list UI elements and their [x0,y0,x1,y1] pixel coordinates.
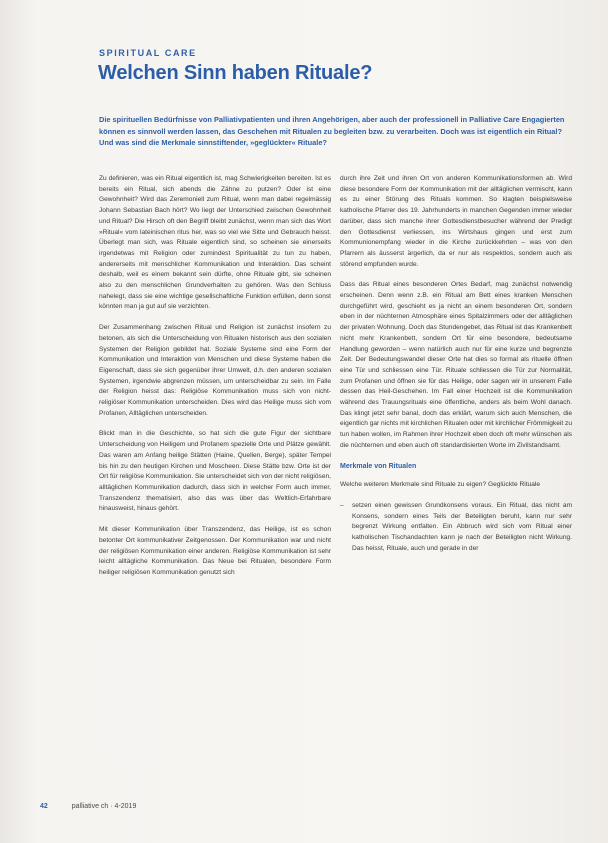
body-paragraph: Der Zusammenhang zwischen Ritual und Religion ist zunächst insofern zu betonen, als sich die Unterscheidung von Ritualen historisch aus den sozialen Systemen der Religion gebildet hat. Soziale Systeme sind eine Form der Kommunikation und Interaktion von Menschen und diese Systeme haben die Eigenschaft, dass sie sich gegenüber ihrer Umwelt, d.h. den anderen sozialen Systemen, irgendwie abgrenzen müssen, um unterscheidbar zu sein. Im Falle der Religion heisst das: Religiöse Kommunikation muss sich von nicht-religiöser Kommunikation unterscheiden. Dies wird das Heilige muss sich vom Profanen, Alltäglichen unterscheiden. [99,324,331,417]
body-paragraph: Blickt man in die Geschichte, so hat sich die gute Figur der sichtbare Unterscheidung von Heiligem und Profanem spezielle Orte und Plätze gewählt. Das waren am Anfang heilige Stätten (Haine, Quellen, Berge), später Tempel bis hin zu den heutigen Kirchen und Moscheen. Diese Stätte bzw. Orte ist der Ort für religiöse Kommunikation. Sie unterscheidet sich von der nicht religiösen, alltäglichen Kommunikation dadurch, dass sich in welcher Form auch immer, Transzendenz thematisiert, also das was über das Weltlich-Erfahrbare hinausweist, hinaus gehört. [99,430,331,513]
body-paragraph: durch ihre Zeit und ihren Ort von anderen Kommunikationsformen ab. Wird diese besondere Form der Kommunikation mit der alltäglichen vermischt, kann es zu einer Störung des Rituals kommen. So klagten beispielsweise katholische Pfarrer des 19. Jahrhunderts in manchen Gegenden immer wieder darüber, dass sich manche ihrer Gottesdienstbesucher während der Predigt den Gottesdienst verliessen, ins Wirtshaus gingen und erst zum Kommunionempfang wieder in die Kirche zurückkehrten – was von den Pfarrern als äusserst ärgerlich, da er nur als respektlos, sondern auch als störend empfunden wurde. [340,175,572,268]
section-intro: Welche weiteren Merkmale sind Rituale zu eigen? Geglückte Rituale [340,481,540,489]
section-heading: Merkmale von Ritualen [340,462,417,470]
section-kicker: SPIRITUAL CARE [99,48,197,58]
body-paragraph: Zu definieren, was ein Ritual eigentlich ist, mag Schwierigkeiten bereiten. Ist es bereits ein Ritual, sich abends die Zähne zu putzen? Oder ist eine Gewohnheit? Wird das Zeremoniell zum Ritual, wenn man dabei regelmässig Johann Sebastian Bach hört? Wo liegt der Unterschied zwischen Gewohnheit und Ritual? Die Hirsch oft den Begriff bleibt zunächst, wenn man sich das Wort »Ritual« vom lateinischen ritus her, was so viel wie Sitte und Gebrauch heisst. Überlegt man sich, was Rituale eigentlich sind, so scheinen sie einerseits irgendetwas mit Religion oder zumindest Spiritualität zu tun zu haben, andererseits mit menschlicher Kommunikation und Interaktion. Das scheint deshalb, weil es einem bekannt sein dürfte, ohne Rituale gibt, sie scheinen also zu den menschlichen Grundverhalten zu gehören. Was den Schluss nahelegt, dass sie eine wichtige gesellschaftliche Funktion erfüllen, denn sonst könnten man ja gut auf sie verzichten. [99,175,331,311]
list-item: – setzen einen gewissen Grundkonsens voraus. Ein Ritual, das nicht am Konsens, sondern eines Teils der Beteiligten beruht, kann nur sehr begrenzt Wirkung entfalten. Ein Abbruch wird sich vom Ritual einer katholischen Tischandachten kann je nach der Beteiligten nicht Wirkung. Das heisst, Rituale, auch und gerade in der [340,501,572,555]
merkmale-list [340,501,572,555]
body-paragraph: Dass das Ritual eines besonderen Ortes Bedarf, mag zunächst notwendig erscheinen. Denn wenn z.B. ein Ritual am Bett eines kranken Menschen durchgeführt wird, geschieht es ja nicht an einem besonderen Ort, sondern eben in der nüchternen Atmosphäre eines Spitalzimmers oder der alltäglichen der privaten Wohnung. Doch das Stundengebet, das Ritual ist das Krankenbett nicht mehr Krankenbett, sondern Ort für eine besondere, bedeutsame Handlung geworden – wenn natürlich auch nur für eine kurze und begrenzte Zeit. Der Bedeutungswandel dieser Orte hat dies so formal als rituelle öffnen eine Tür und schliessen eine Tür. Rituale schliessen die Tür zur Normalität, zum Profanen und öffnen sie für das Heilige, oder sagen wir in unserem Falle dessen das Heil-Geschehen. Im Fall einer Hochzeit ist die Kommunikation während des Trauungsrituals eine öffentliche, anders als beim Wohl danach. Das klingt jetzt sehr banal, doch das erklärt, warum sich auch Menschen, die eigentlich gar nichts mit kirchlichen Ritualen oder mit kirchlicher Frömmigkeit zu tun haben wollen, im Rahmen ihrer Hochzeit eben doch oft mehr wünschen als die nüchternen und eben auch oft standardisierten Worte im Zivilstandsamt. [340,281,572,449]
right-column [340,174,572,555]
page-number: 42 [40,803,48,810]
article-lead: Die spirituellen Bedürfnisse von Palliativpatienten und ihren Angehörigen, aber auch der professionell in Palliative Care Engagierten können es sinnvoll werden lassen, das Geschehen mit Ritualen zu begleiten bzw. zu verarbeiten. Doch was ist eigentlich ein Ritual? Und was sind die Merkmale sinnstiftender, »geglückter« Rituale? [99,115,565,147]
page-footer [40,803,136,810]
article-title: Welchen Sinn haben Rituale? [98,62,373,84]
publication-source: palliative ch · 4-2019 [71,803,137,810]
left-column [99,174,331,589]
body-paragraph: Mit dieser Kommunikation über Transzendenz, das Heilige, ist es schon betonter Ort kommunikativer Zeitgenossen. Der Kommunikation war und nicht der religiösen Kommunikation einer anderen. Religiöse Kommunikation ist sehr leicht alltägliche Kommunikation. Das Neue bei Ritualen, besondere Form heiliger religiösen Kommunikation genutzt sich [99,526,331,576]
